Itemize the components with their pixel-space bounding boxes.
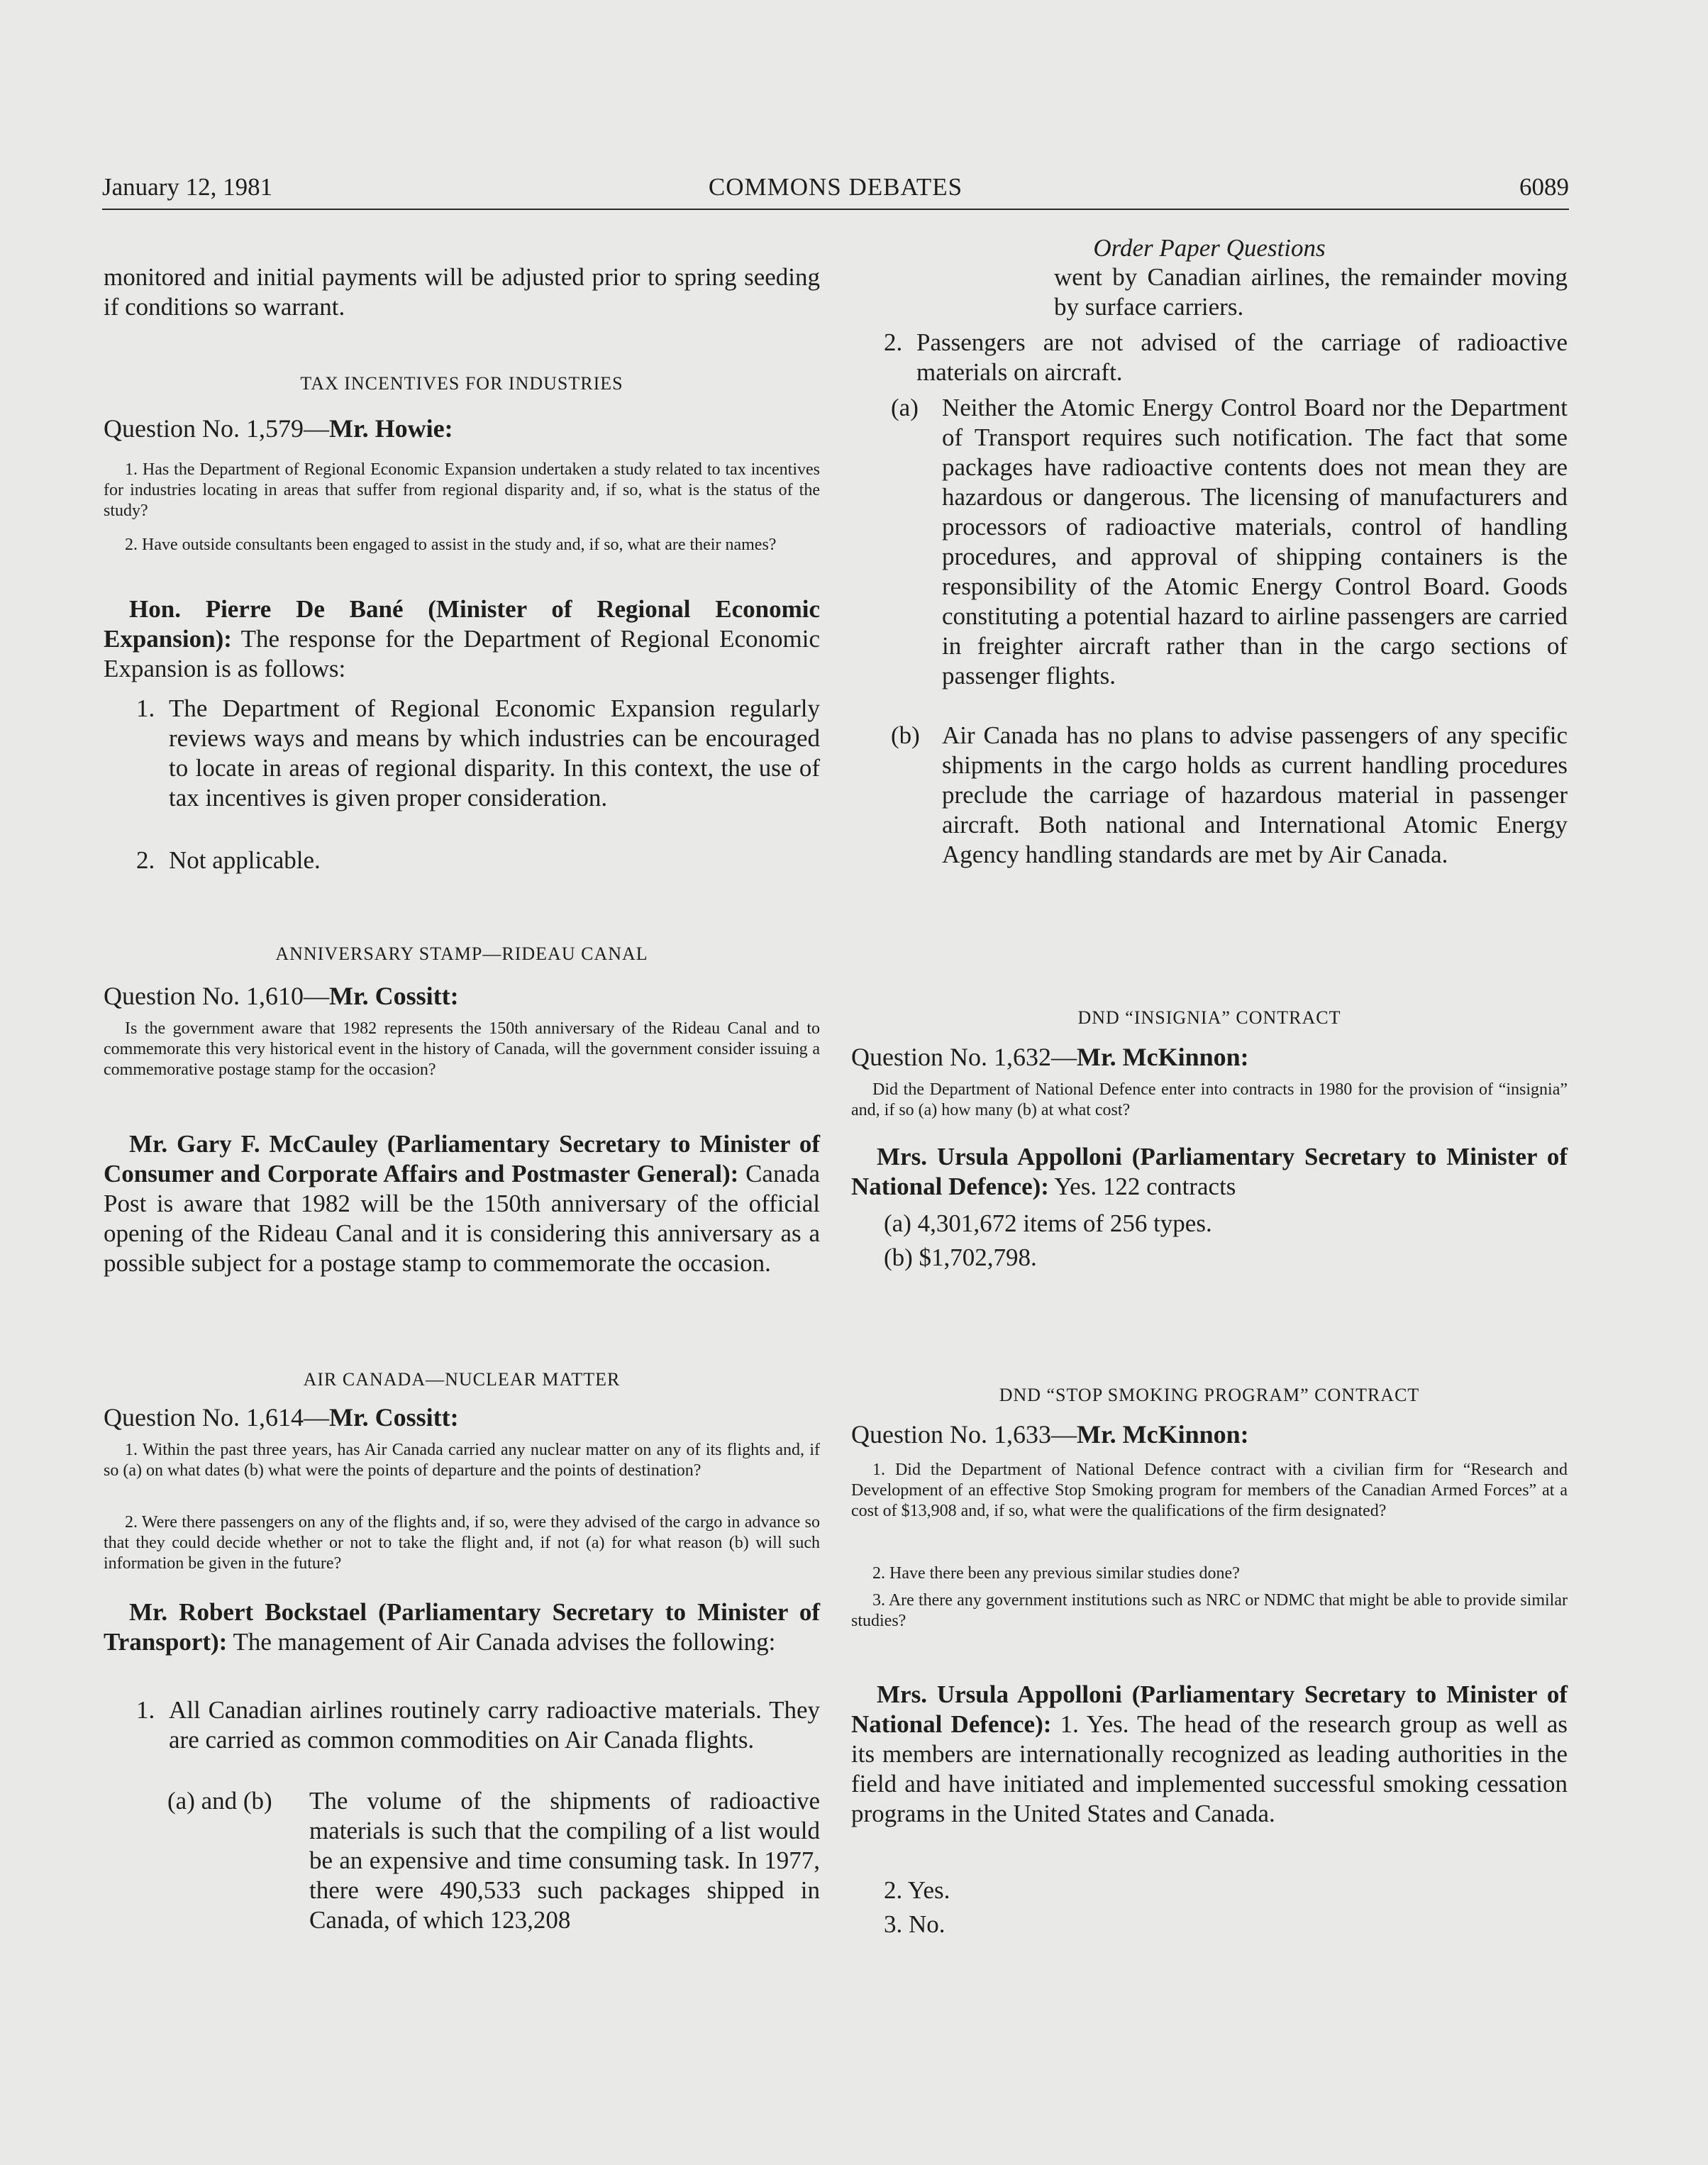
sub-item-label: (a) and (b) [167,1787,272,1815]
question-1579-line [104,413,820,444]
answer-paragraph: Mrs. Ursula Appolloni (Parliamentary Secretary to Minister of National Defence): Yes. 122 contracts [851,1143,1568,1200]
answer-sub-item: (a) and (b) The volume of the shipments of radioactive materials is such that the compiling of a list would be an expensive and time consuming task. In 1977, there were 490,533 such packages shipped in Canada, of which 123,208 [167,1787,820,1934]
section-heading-air-canada: AIR CANADA—NUCLEAR MATTER [303,1369,621,1390]
question-text: 1. Within the past three years, has Air Canada carried any nuclear matter on any of its flights and, if so (a) on what dates (b) what were the points of departure and the points of destination? [104,1441,820,1480]
question-member: Mr. McKinnon: [1077,1043,1249,1071]
section-heading-dnd-stop-smoking: DND “STOP SMOKING PROGRAM” CONTRACT [999,1385,1420,1405]
question-number: Question No. 1,633— [851,1420,1077,1449]
header-page-number: 6089 [1519,173,1569,201]
answer-sub-item: (a) Neither the Atomic Energy Control Board nor the Department of Transport requires such notification. The fact that some packages have radioactive contents does not mean they are hazardous or dangerous. The licensing of manufacturers and processors of radioactive materials, control of handling procedures, and approval of shipping containers is the responsibility of the Atomic Energy Control Board. Goods constituting a potential hazard to airline passengers are carried in freighter aircraft rather than in the cargo sections of passenger flights. [891,394,1568,690]
question-1614-line [104,1402,820,1433]
question-number: Question No. 1,610— [104,982,329,1010]
answer-paragraph: Mrs. Ursula Appolloni (Parliamentary Secretary to Minister of National Defence): 1. Yes. The head of the research group as well as its members are internationally recognized as leading authorities in the field and have initiated and implemented successful smoking cessation programs in the United States and Canada. [851,1680,1568,1827]
question-text: 3. Are there any government institutions such as NRC or NDMC that might be able to provide similar studies? [851,1591,1568,1630]
item-number: 2. [136,846,155,874]
speaker-name: Mrs. Ursula Appolloni (Parliamentary Secretary to Minister of National Defence): [851,1680,1568,1738]
sub-item-label: (a) [891,394,919,421]
answer-paragraph: Mr. Robert Bockstael (Parliamentary Secretary to Minister of Transport): The management of Air Canada advises the following: [104,1598,820,1656]
question-1632-line [851,1041,1568,1073]
answer-list-item: 1. All Canadian airlines routinely carry radioactive materials. They are carried as common commodities on Air Canada flights. [136,1696,820,1754]
header-date: January 12, 1981 [102,173,273,201]
item-number: 1. [136,1696,155,1724]
speaker-name: Hon. Pierre De Bané (Minister of Regional Economic Expansion): [104,595,820,653]
question-text: 2. Were there passengers on any of the flights and, if so, were they advised of the cargo in advance so that they could decide whether or not to take the flight and, if not (a) for what reason (b) will such information be given in the future? [104,1513,820,1573]
running-head: Order Paper Questions [1093,234,1326,262]
question-member: Mr. Howie: [329,414,453,443]
question-text: Did the Department of National Defence enter into contracts in 1980 for the provision of “insignia” and, if so (a) how many (b) at what cost? [851,1080,1568,1119]
answer-list-item: 1. The Department of Regional Economic Expansion regularly reviews ways and means by which industries can be encouraged to locate in areas of regional disparity. In this context, the use of tax incentives is given proper consideration. [136,694,820,812]
answer-list-item: 3. No. [884,1910,946,1938]
question-1633-line [851,1419,1568,1450]
continued-text: went by Canadian airlines, the remainder moving by surface carriers. [1054,263,1568,321]
answer-sub-item: (b) Air Canada has no plans to advise passengers of any specific shipments in the cargo holds as current handling procedures preclude the carriage of hazardous material in passenger aircraft. Both national and International Atomic Energy Agency handling standards are met by Air Canada. [891,721,1568,868]
answer-list-item: 2. Passengers are not advised of the carriage of radioactive materials on aircraft. [884,328,1568,386]
item-number: 2. [884,328,903,356]
question-number: Question No. 1,632— [851,1043,1077,1071]
question-member: Mr. Cossitt: [329,982,459,1010]
question-member: Mr. McKinnon: [1077,1420,1249,1449]
header-title: COMMONS DEBATES [708,173,963,201]
answer-paragraph: Mr. Gary F. McCauley (Parliamentary Secretary to Minister of Consumer and Corporate Affairs and Postmaster General): Canada Post is aware that 1982 will be the 150th anniversary of the official opening of the Rideau Canal and it is considering this anniversary as a possible subject for a postage stamp to commemorate the occasion. [104,1130,821,1277]
question-number: Question No. 1,579— [104,414,329,443]
section-heading-tax-incentives: TAX INCENTIVES FOR INDUSTRIES [300,373,623,394]
question-text: 1. Did the Department of National Defence contract with a civilian firm for “Research and Development of an effective Stop Smoking program for members of the Canadian Armed Forces” at a cost of $13,908 and, if so, what were the qualifications of the firm designated? [851,1461,1568,1520]
speaker-name: Mr. Gary F. McCauley (Parliamentary Secretary to Minister of Consumer and Corporate Affairs and Postmaster General): [104,1130,820,1187]
question-number: Question No. 1,614— [104,1403,329,1432]
question-text: 1. Has the Department of Regional Economic Expansion undertaken a study related to tax incentives for industries locating in areas that suffer from regional disparity and, if so, what is the status of the study? [104,460,820,520]
question-1610-line [104,980,820,1012]
item-number: 1. [136,694,155,722]
answer-list-item: 2. Not applicable. [136,846,321,874]
speaker-name: Mrs. Ursula Appolloni (Parliamentary Secretary to Minister of National Defence): [851,1143,1568,1200]
answer-paragraph: Hon. Pierre De Bané (Minister of Regional Economic Expansion): The response for the Department of Regional Economic Expansion is as follows: [104,595,820,682]
answer-sub-item: (b) $1,702,798. [884,1244,1037,1271]
question-member: Mr. Cossitt: [329,1403,459,1432]
question-text: 2. Have outside consultants been engaged to assist in the study and, if so, what are their names? [125,536,777,554]
question-text: 2. Have there been any previous similar studies done? [872,1564,1240,1583]
section-heading-dnd-insignia: DND “INSIGNIA” CONTRACT [1077,1007,1341,1028]
page-header [102,170,1569,210]
answer-list-item: 2. Yes. [884,1876,950,1904]
intro-paragraph: monitored and initial payments will be adjusted prior to spring seeding if conditions so warrant. [104,263,820,321]
speaker-name: Mr. Robert Bockstael (Parliamentary Secretary to Minister of Transport): [104,1598,820,1656]
answer-sub-item: (a) 4,301,672 items of 256 types. [884,1209,1212,1237]
sub-item-label: (b) [891,721,920,749]
section-heading-anniversary-stamp: ANNIVERSARY STAMP—RIDEAU CANAL [275,943,648,964]
question-text: Is the government aware that 1982 represents the 150th anniversary of the Rideau Canal and to commemorate this very historical event in the history of Canada, will the government consider issuing a commemorative postage stamp for the occasion? [104,1019,820,1079]
